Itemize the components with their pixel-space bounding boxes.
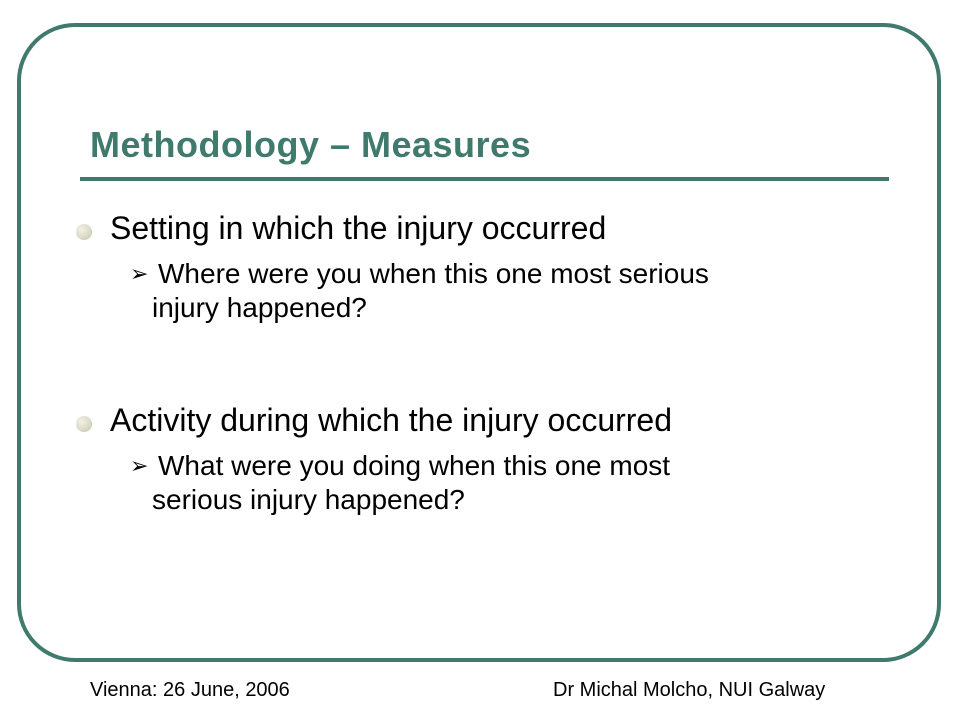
- bullet-dot-icon: [76, 416, 92, 432]
- arrow-bullet-icon: ➢: [130, 262, 149, 287]
- sub-bullet-line: Where were you when this one most serious: [158, 258, 709, 289]
- sub-bullet-line: injury happened?: [152, 292, 367, 323]
- sub-bullet-line: serious injury happened?: [152, 484, 465, 515]
- title-underline: [80, 177, 889, 181]
- slide-title: Methodology – Measures: [90, 124, 532, 165]
- footer-author: Dr Michal Molcho, NUI Galway: [553, 679, 826, 701]
- arrow-bullet-icon: ➢: [130, 454, 149, 479]
- bullet-dot-icon: [76, 224, 92, 240]
- bullet-activity: Activity during which the injury occurred: [110, 402, 673, 438]
- sub-bullet-line: What were you doing when this one most: [158, 450, 671, 481]
- slide-frame: [17, 23, 941, 662]
- sub-bullet-activity: [130, 449, 850, 516]
- sub-bullet-setting: [130, 257, 850, 324]
- bullet-setting: Setting in which the injury occurred: [110, 210, 607, 246]
- footer-date: Vienna: 26 June, 2006: [90, 679, 290, 701]
